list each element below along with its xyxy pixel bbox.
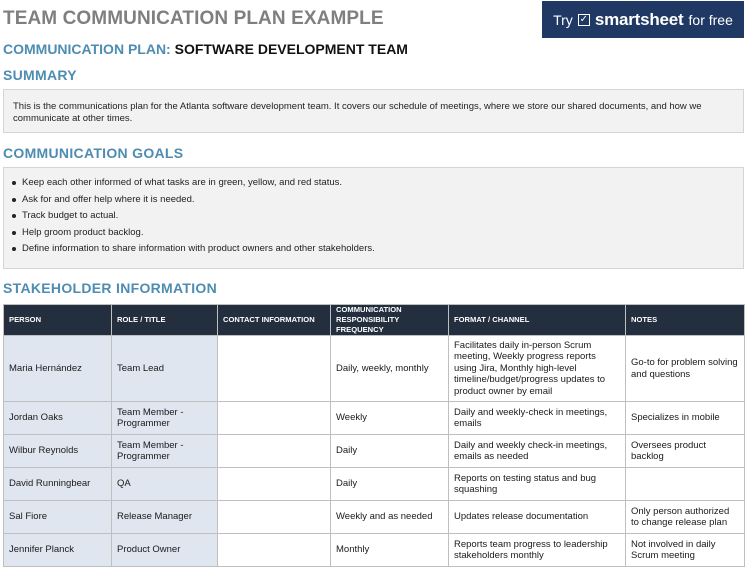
table-header-row — [4, 305, 745, 336]
goal-item: Keep each other informed of what tasks are in green, yellow, and red status. — [12, 177, 735, 194]
cell-contact — [218, 534, 331, 567]
cell-frequency: Weekly — [331, 402, 449, 435]
cell-format: Daily and weekly check-in meetings, emails as needed — [449, 435, 626, 468]
cell-frequency: Weekly and as needed — [331, 501, 449, 534]
col-header-format: FORMAT / CHANNEL — [449, 305, 626, 336]
cell-contact — [218, 435, 331, 468]
table-row — [4, 534, 745, 567]
cell-contact — [218, 336, 331, 402]
page-title: TEAM COMMUNICATION PLAN EXAMPLE — [3, 8, 384, 29]
cell-contact — [218, 468, 331, 501]
cell-notes: Oversees product backlog — [626, 435, 745, 468]
cell-notes: Go-to for problem solving and questions — [626, 336, 745, 402]
cell-format: Daily and weekly-check in meetings, emails — [449, 402, 626, 435]
plan-value: SOFTWARE DEVELOPMENT TEAM — [174, 41, 408, 57]
cell-role: QA — [112, 468, 218, 501]
cell-person: Jennifer Planck — [4, 534, 112, 567]
table-row — [4, 336, 745, 402]
goals-box — [3, 167, 744, 269]
cell-person: Maria Hernández — [4, 336, 112, 402]
stakeholder-heading: STAKEHOLDER INFORMATION — [3, 280, 218, 296]
goals-heading: COMMUNICATION GOALS — [3, 145, 184, 161]
cell-notes: Only person authorized to change release plan — [626, 501, 745, 534]
cell-format: Updates release documentation — [449, 501, 626, 534]
try-smartsheet-button[interactable] — [542, 1, 744, 38]
summary-heading: SUMMARY — [3, 67, 77, 83]
cell-role: Product Owner — [112, 534, 218, 567]
cell-person: Jordan Oaks — [4, 402, 112, 435]
cell-frequency: Daily, weekly, monthly — [331, 336, 449, 402]
stakeholder-table — [3, 304, 745, 567]
col-header-notes: NOTES — [626, 305, 745, 336]
goal-item: Ask for and offer help where it is needed. — [12, 194, 735, 211]
plan-subtitle — [3, 41, 408, 57]
cell-contact — [218, 501, 331, 534]
cell-role: Team Member - Programmer — [112, 402, 218, 435]
cell-format: Reports on testing status and bug squashing — [449, 468, 626, 501]
cta-try-label: Try — [553, 11, 573, 28]
cell-notes: Specializes in mobile — [626, 402, 745, 435]
col-header-person: PERSON — [4, 305, 112, 336]
cell-frequency: Monthly — [331, 534, 449, 567]
goal-item: Help groom product backlog. — [12, 227, 735, 244]
cell-frequency: Daily — [331, 435, 449, 468]
goal-item: Track budget to actual. — [12, 210, 735, 227]
cell-role: Release Manager — [112, 501, 218, 534]
goal-item: Define information to share information with product owners and other stakeholders. — [12, 243, 735, 260]
cell-format: Facilitates daily in-person Scrum meeting, Weekly progress reports using Jira, Monthly high-level timeline/budget/progress updates to product owner by email — [449, 336, 626, 402]
cell-format: Reports team progress to leadership stakeholders monthly — [449, 534, 626, 567]
cell-person: Wilbur Reynolds — [4, 435, 112, 468]
summary-text: This is the communications plan for the Atlanta software development team. It covers our schedule of meetings, where we store our shared documents, and how we communicate at other times. — [13, 101, 702, 124]
table-row — [4, 501, 745, 534]
goals-list — [12, 177, 735, 260]
cell-notes — [626, 468, 745, 501]
table-row — [4, 402, 745, 435]
col-header-contact: CONTACT INFORMATION — [218, 305, 331, 336]
cell-contact — [218, 402, 331, 435]
cell-frequency: Daily — [331, 468, 449, 501]
cta-brand-label: smartsheet — [594, 9, 684, 29]
cell-role: Team Lead — [112, 336, 218, 402]
cell-role: Team Member - Programmer — [112, 435, 218, 468]
cell-person: Sal Fiore — [4, 501, 112, 534]
cell-person: David Runningbear — [4, 468, 112, 501]
col-header-role: ROLE / TITLE — [112, 305, 218, 336]
col-header-frequency: COMMUNICATION RESPONSIBILITY FREQUENCY — [331, 305, 449, 336]
plan-label: COMMUNICATION PLAN: — [3, 41, 171, 57]
cell-notes: Not involved in daily Scrum meeting — [626, 534, 745, 567]
summary-box — [3, 89, 744, 133]
table-row — [4, 435, 745, 468]
smartsheet-check-icon: ✓ — [579, 13, 588, 25]
cta-free-label: for free — [688, 11, 733, 28]
table-row — [4, 468, 745, 501]
